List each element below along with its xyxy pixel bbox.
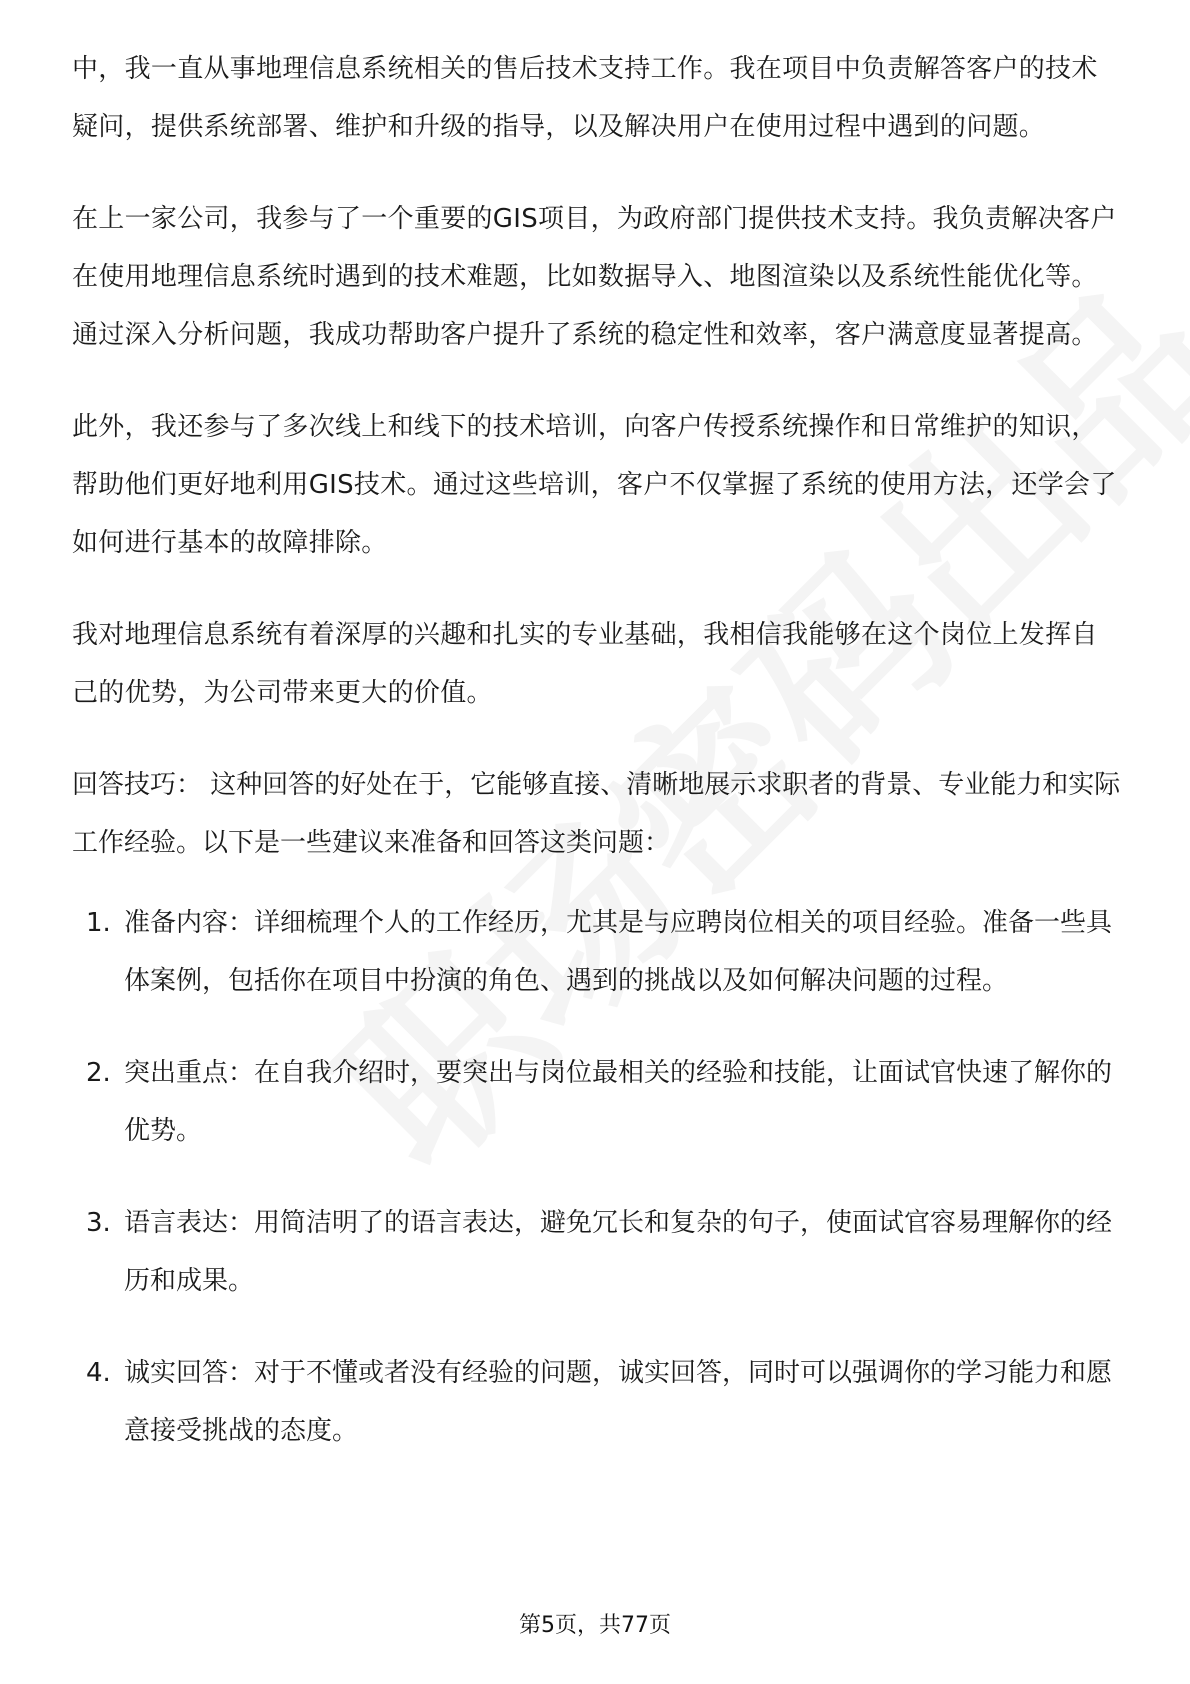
page-footer: 第5页，共77页 [519, 1613, 671, 1638]
list-item-text: 语言表达：用简洁明了的语言表达，避免冗长和复杂的句子，使面试官容易理解你的经历和成果。 [124, 1208, 1113, 1296]
tips-list [72, 894, 1122, 1460]
list-item-number: 4. [86, 1358, 111, 1388]
list-item [72, 1194, 1122, 1310]
list-item-number: 2. [86, 1058, 111, 1088]
answer-tips: 回答技巧： 这种回答的好处在于，它能够直接、清晰地展示求职者的背景、专业能力和实际工作经验。以下是一些建议来准备和回答这类问题： [72, 770, 1121, 858]
list-item [72, 894, 1122, 1010]
paragraph-1: 中，我一直从事地理信息系统相关的售后技术支持工作。我在项目中负责解答客户的技术疑问，提供系统部署、维护和升级的指导，以及解决用户在使用过程中遇到的问题。 [72, 54, 1098, 142]
document-page [72, 40, 1122, 1494]
paragraph-2: 在上一家公司，我参与了一个重要的GIS项目，为政府部门提供技术支持。我负责解决客户在使用地理信息系统时遇到的技术难题，比如数据导入、地图渲染以及系统性能优化等。通过深入分析问题，我成功帮助客户提升了系统的稳定性和效率，客户满意度显著提高。 [72, 204, 1117, 350]
list-item [72, 1344, 1122, 1460]
list-item-number: 1. [86, 908, 111, 938]
list-item-text: 突出重点：在自我介绍时，要突出与岗位最相关的经验和技能，让面试官快速了解你的优势。 [124, 1058, 1113, 1146]
paragraph-3: 此外，我还参与了多次线上和线下的技术培训，向客户传授系统操作和日常维护的知识，帮助他们更好地利用GIS技术。通过这些培训，客户不仅掌握了系统的使用方法，还学会了如何进行基本的故障排除。 [72, 412, 1117, 558]
list-item-text: 诚实回答：对于不懂或者没有经验的问题，诚实回答，同时可以强调你的学习能力和愿意接受挑战的态度。 [124, 1358, 1113, 1446]
list-item-number: 3. [86, 1208, 111, 1238]
paragraph-4: 我对地理信息系统有着深厚的兴趣和扎实的专业基础，我相信我能够在这个岗位上发挥自己的优势，为公司带来更大的价值。 [72, 620, 1098, 708]
list-item-text: 准备内容：详细梳理个人的工作经历，尤其是与应聘岗位相关的项目经验。准备一些具体案例，包括你在项目中扮演的角色、遇到的挑战以及如何解决问题的过程。 [124, 908, 1113, 996]
list-item [72, 1044, 1122, 1160]
